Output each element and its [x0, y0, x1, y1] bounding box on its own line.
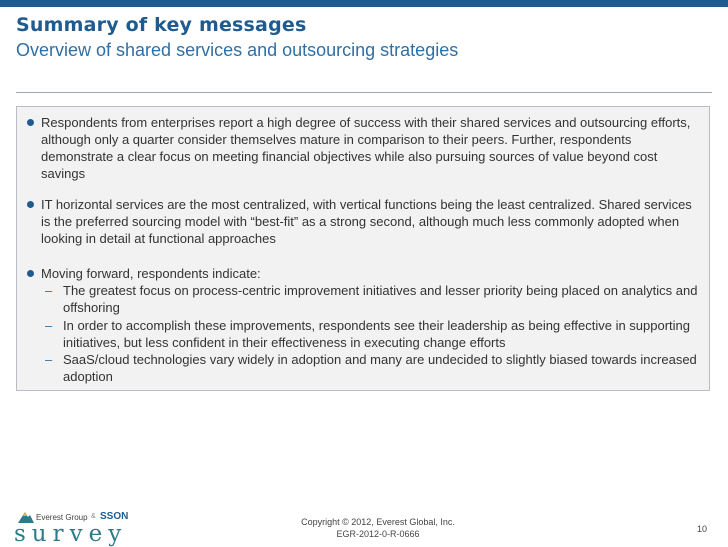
bullet-dot-icon — [27, 270, 34, 277]
page-number: 10 — [697, 524, 708, 534]
header-divider — [16, 92, 712, 93]
logo-company: Everest Group — [36, 513, 88, 522]
survey-logo — [14, 510, 129, 547]
sub-bullet-text: SaaS/cloud technologies vary widely in adoption and many are undecided to slightly biased towards increased adoption — [63, 352, 697, 384]
dash-icon: – — [45, 352, 53, 367]
sub-bullet-text: The greatest focus on process-centric improvement initiatives and lesser priority being placed on analytics and offshoring — [63, 283, 698, 315]
logo-ampersand: & — [91, 513, 96, 520]
copyright-text: Copyright © 2012, Everest Global, Inc. — [301, 517, 455, 527]
dash-icon: – — [45, 318, 53, 333]
bullet-dot-icon — [27, 201, 34, 208]
dash-icon: – — [45, 283, 53, 298]
page-title: Summary of key messages — [16, 14, 307, 36]
bullet-text: Moving forward, respondents indicate: — [41, 266, 261, 281]
bullet-text: Respondents from enterprises report a high degree of success with their shared services and outsourcing efforts, although only a quarter consider themselves mature in comparison to their peers. Further, respondents demonstrate a clear focus on meeting financial objectives while also pursuing sources of value beyond cost savings — [41, 115, 691, 181]
top-bar — [0, 0, 728, 7]
page-subtitle: Overview of shared services and outsourcing strategies — [16, 40, 459, 60]
footer-copyright-block — [268, 516, 488, 540]
bullet-dot-icon — [27, 119, 34, 126]
document-id: EGR-2012-0-R-0666 — [336, 529, 420, 539]
key-messages-box — [16, 106, 710, 391]
logo-survey-word: survey — [14, 521, 128, 547]
bullet-text: IT horizontal services are the most centralized, with vertical functions being the least centralized. Shared services is the preferred sourcing model with “best-fit” as a strong second, although much less commonly adopted when looking in detail at functional approaches — [41, 197, 692, 246]
sub-bullet-text: In order to accomplish these improvements, respondents see their leadership as being effective in supporting initiatives, but less confident in their effectiveness in executing change efforts — [63, 318, 691, 350]
logo-partner: SSON — [100, 511, 129, 522]
